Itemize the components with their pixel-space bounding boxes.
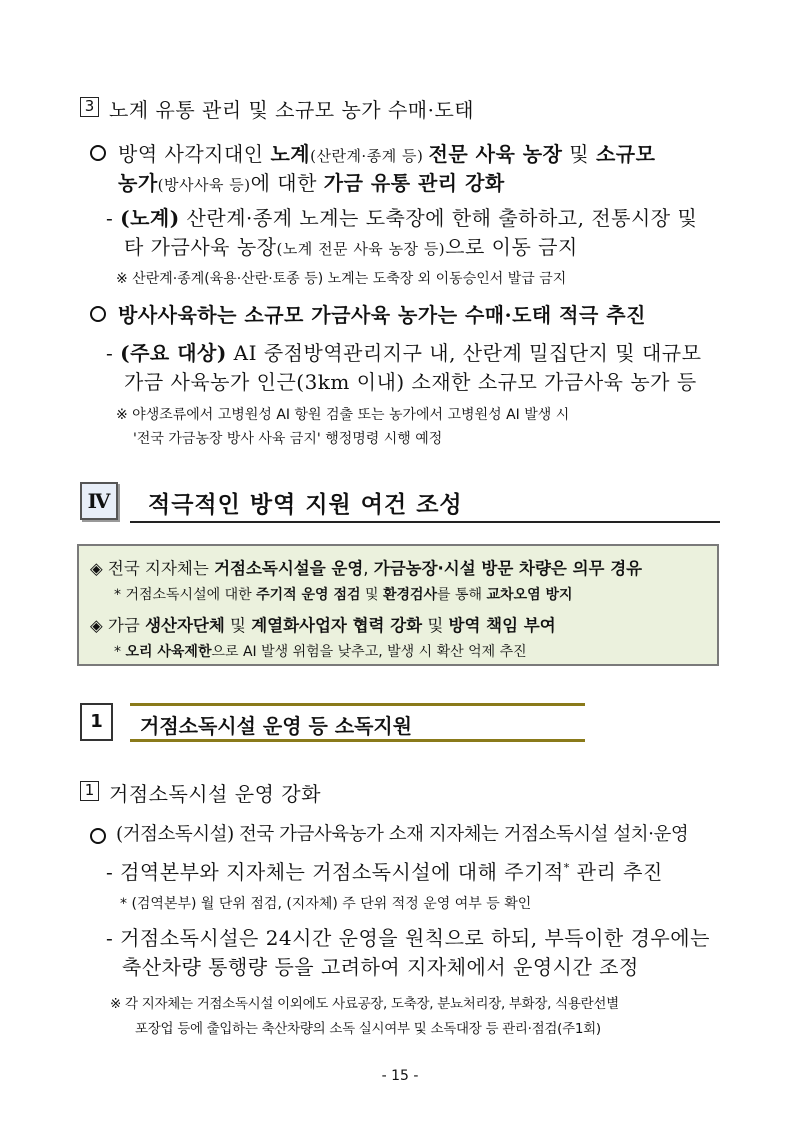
summary-line: ◈ 전국 지자체는 거점소독시설을 운영, 가금농장·시설 방문 차량은 의무 경유 xyxy=(90,559,643,578)
dash-paragraph-continued: 축산차량 통행량 등을 고려하여 지자체에서 운영시간 조정 xyxy=(122,955,639,979)
subsection-number-box: 3 xyxy=(80,97,99,117)
note-line: ※ 각 지자체는 거점소독시설 이외에도 사료공장, 도축장, 분뇨처리장, 부화장, 식용란선별 xyxy=(110,996,619,1012)
dash-paragraph-continued: 타 가금사육 농장(노계 전문 사육 농장 등)으로 이동 금지 xyxy=(124,235,578,259)
chapter-number-box: Ⅳ xyxy=(80,482,118,520)
summary-line: ◈ 가금 생산자단체 및 계열화사업자 협력 강화 및 방역 책임 부여 xyxy=(90,616,556,635)
circle-bullet-icon xyxy=(90,145,106,161)
page-number: - 15 - xyxy=(381,1068,419,1084)
bullet-paragraph: 방역 사각지대인 노계(산란계·종계 등) 전문 사육 농장 및 소규모 xyxy=(118,142,656,166)
note-line: ※ 산란계·종계(육용·산란·토종 등) 노계는 도축장 외 이동승인서 발급 금지 xyxy=(116,271,567,287)
section-top-line xyxy=(130,703,585,706)
note-line: ※ 야생조류에서 고병원성 AI 항원 검출 또는 농가에서 고병원성 AI 발생 시 xyxy=(116,407,570,423)
section-bottom-line xyxy=(130,739,585,742)
chapter-title: 적극적인 방역 지원 여건 조성 xyxy=(148,492,463,518)
subsection-number-box: 1 xyxy=(80,781,99,801)
dash-paragraph: - (주요 대상) AI 중점방역관리지구 내, 산란계 밀집단지 및 대규모 xyxy=(106,341,702,365)
note-line-continued: 포장업 등에 출입하는 축산차량의 소독 실시여부 및 소독대장 등 관리·점검(주1회) xyxy=(135,1021,601,1037)
summary-subline: * 거점소독시설에 대한 주기적 운영 점검 및 환경검사를 통해 교차오염 방지 xyxy=(114,587,573,603)
subsection-title: 노계 유통 관리 및 소규모 농가 수매·도태 xyxy=(109,98,475,122)
circle-bullet-icon xyxy=(90,828,106,844)
dash-paragraph: - 검역본부와 지자체는 거점소독시설에 대해 주기적* 관리 추진 xyxy=(106,860,663,884)
note-line: * (검역본부) 월 단위 점검, (지자체) 주 단위 적정 운영 여부 등 확인 xyxy=(120,896,532,912)
bullet-paragraph: 방사사육하는 소규모 가금사육 농가는 수매·도태 적극 추진 xyxy=(118,303,646,327)
note-line-continued: '전국 가금농장 방사 사육 금지' 행정명령 시행 예정 xyxy=(133,431,443,447)
bullet-paragraph: (거점소독시설) 전국 가금사육농가 소재 지자체는 거점소독시설 설치·운영 xyxy=(116,824,689,845)
circle-bullet-icon xyxy=(90,306,106,322)
section-title: 거점소독시설 운영 등 소독지원 xyxy=(140,714,413,738)
chapter-underline xyxy=(130,521,720,523)
subsection-title: 거점소독시설 운영 강화 xyxy=(109,782,321,806)
bullet-paragraph-continued: 농가(방사사육 등)에 대한 가금 유통 관리 강화 xyxy=(118,171,505,195)
summary-subline: * 오리 사육제한으로 AI 발생 위험을 낮추고, 발생 시 확산 억제 추진 xyxy=(114,644,527,660)
section-number-box: 1 xyxy=(80,703,113,741)
dash-paragraph-continued: 가금 사육농가 인근(3km 이내) 소재한 소규모 가금사육 농가 등 xyxy=(124,370,697,394)
dash-paragraph: - 거점소독시설은 24시간 운영을 원칙으로 하되, 부득이한 경우에는 xyxy=(106,926,710,950)
dash-paragraph: - (노계) 산란계·종계 노계는 도축장에 한해 출하하고, 전통시장 및 xyxy=(106,206,698,230)
